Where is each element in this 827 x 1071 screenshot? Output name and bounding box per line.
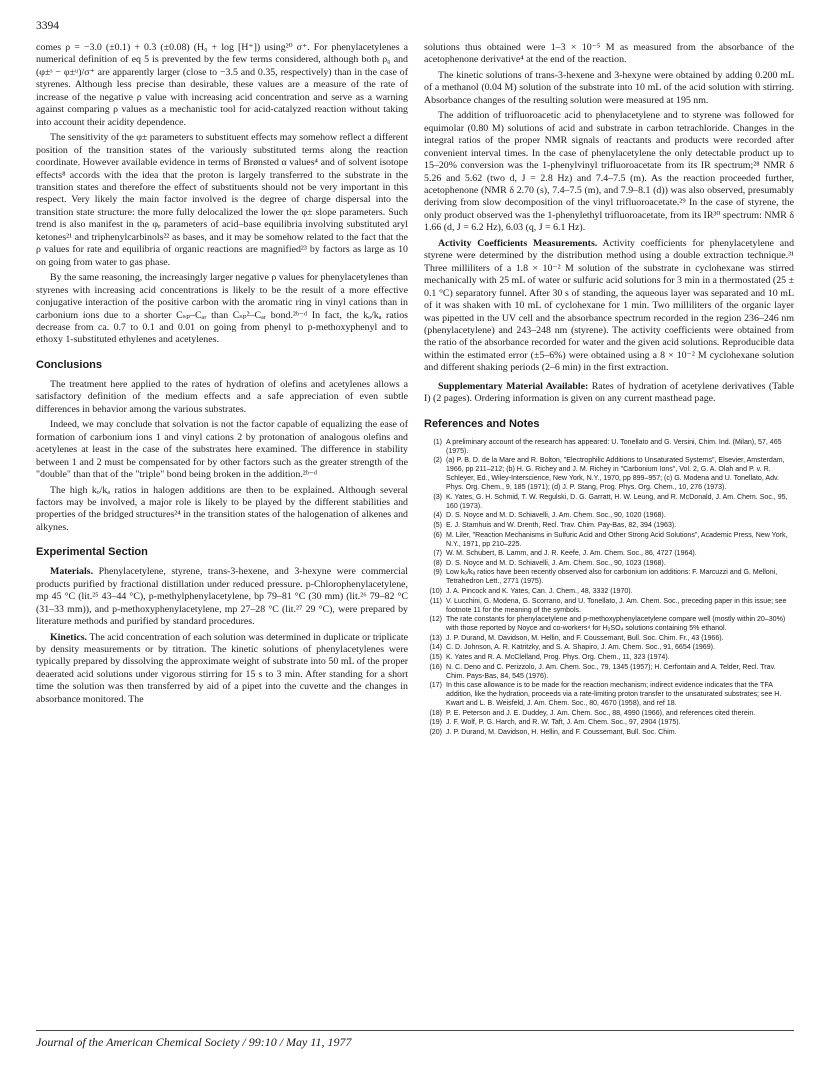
reference-number: (4) bbox=[433, 512, 442, 520]
reference-text: M. Liler, "Reaction Mechanisms in Sulfuric Acid and Other Strong Acid Solutions", Academic Press, New York, N.Y., 1971, pp 210–225. bbox=[446, 531, 788, 548]
materials-run-head: Materials. bbox=[50, 566, 94, 578]
reference-item bbox=[424, 521, 794, 530]
reference-text: V. Lucchini, G. Modena, G. Scorrano, and U. Tonellato, J. Am. Chem. Soc., preceding paper in this issue; see footnote 11 for the meaning of the symbols. bbox=[446, 597, 787, 614]
reference-number: (14) bbox=[429, 644, 442, 652]
reference-number: (16) bbox=[429, 663, 442, 671]
left-column bbox=[36, 42, 408, 709]
reference-number: (3) bbox=[433, 493, 442, 501]
discussion-paragraph: The sensitivity of the φ± parameters to substituent effects may somehow reflect a different position of the transition states of the variously substituted terms along the reaction coordinate. However available evidence in terms of Brønsted α values⁴ and of solvent isotope effects⁸ accords with the idea that the proton is largely transferred to the substrate in the transition states and therefore the effect of substituents should not be very important in this respect. Very likely the main factor involved is the degree of charge dispersal into the transition state structure: the more fully delocalized the lower the φ± slope parameters. Such trend is also manifest in the φₑ parameters of acid–base equilibria involving substituted aryl ketones²¹ and triphenylcarbinols²² as bases, and it may be somehow related to the fact that the ρ values for rate and equilibria of organic reactions are magnified²³ by factors as large as 10 on going from water to gas phase. bbox=[36, 132, 408, 268]
reference-number: (6) bbox=[433, 531, 442, 539]
supplementary-run-head: Supplementary Material Available: bbox=[438, 380, 589, 392]
reference-number: (20) bbox=[429, 728, 442, 736]
reference-item bbox=[424, 559, 794, 568]
activity-text: Activity coefficients for phenylacetylene and styrene were determined by the distribution method using a double extraction technique.³¹ Three milliliters of a 1.8 × 10⁻² M solution of the substrate in cyclohexane was stirred mechanically with 25 mL of water or sulfuric acid solutions for 3 min in a thermostated (25 ± 0.1 °C) separatory funnel. After 30 s of standing, the aqueous layer was separated and 10 mL of it was shaken with 10 mL of cyclohexane for 1 min. Two milliliters of the organic layer was pipetted in the UV cell and the absorbance spectrum recorded in the region 236–246 nm (phenylacetylene) and 243–248 nm (styrene). The activity coefficients were obtained from the ratio of the absorbance recorded for water and the given acid solutions. Reproducible data within the estimated error (±5–6%) were obtained using a 8 × 10⁻² M cyclohexane solution and different shaking periods (2–6 min) in the first extraction. bbox=[424, 237, 795, 374]
page-number: 3394 bbox=[36, 20, 59, 32]
reference-text: (a) P. B. D. de la Mare and R. Bolton, "Electrophilic Additions to Unsaturated Systems", Elsevier, Amsterdam, 1966, pp 211–212; (b) H. G. Richey and J. M. Richey in "Carbonium Ions", Vol. 2, G. A. Olah and P. v. R. Schleyer, Ed., Wiley-Interscience, New York, N.Y., 1970, pp 899–957; (c) G. Modena and U. Tonellato, Adv. Phys. Org. Chem., 9, 185 (1971); (d) J. P. Stang, Prog. Phys. Org. Chem., 10, 276 (1973). bbox=[446, 457, 785, 492]
reference-text: J. A. Pincock and K. Yates, Can. J. Chem., 48, 3332 (1970). bbox=[446, 588, 633, 596]
reference-item bbox=[424, 493, 794, 511]
reference-number: (11) bbox=[429, 597, 442, 605]
reference-item bbox=[424, 663, 794, 681]
supplementary-text: Rates of hydration of acetylene derivatives (Table I) (2 pages). Ordering information is given on any current masthead page. bbox=[424, 380, 794, 405]
reference-text: N. C. Deno and C. Perizzolo, J. Am. Chem. Soc., 79, 1345 (1957); H. Cerfontain and A. Telder, Recl. Trav. Chim. Pays-Bas, 84, 545 (1976). bbox=[446, 663, 776, 680]
conclusions-paragraph: Indeed, we may conclude that solvation is not the factor capable of equalizing the ease of formation of carbonium ions 1 and vinyl cations 2 by protonation of analogous olefins and acetylenes at least in the case of the substrates here examined. The difference in stability between 1 and 2 must be compensated for by other factors such as the greater strength of the "double" than that of the "triple" bond being broken in the addition.²ᵇ⁻ᵈ bbox=[36, 419, 408, 481]
reference-number: (10) bbox=[429, 588, 442, 596]
right-column bbox=[424, 42, 794, 738]
reference-number: (17) bbox=[429, 682, 442, 690]
reference-text: J. P. Durand, M. Davidson, H. Hellin, and F. Coussemant, Bull. Soc. Chim. bbox=[446, 728, 677, 736]
reference-text: W. M. Schubert, B. Lamm, and J. R. Keefe, J. Am. Chem. Soc., 86, 4727 (1964). bbox=[446, 550, 697, 558]
reference-item bbox=[424, 718, 794, 727]
reference-item bbox=[424, 511, 794, 520]
reference-item bbox=[424, 568, 794, 586]
reference-text: C. D. Johnson, A. R. Katritzky, and S. A. Shapiro, J. Am. Chem. Soc., 91, 6654 (1969). bbox=[446, 644, 715, 652]
experimental-paragraph: The addition of trifluoroacetic acid to phenylacetylene and to styrene was followed for equimolar (0.80 M) solutions of acid and substrate in carbon tetrachloride. Changes in the integral ratios of the proper NMR signals of reactants and products were recorded after convenient interval times. In the case of phenylacetylene the only detectable product up to 15–20% conversion was the 1-phenylvinyl trifluoroacetate from its IR spectrum;²⁸ NMR δ 5.26 and 5.62 (two d, J = 2.8 Hz) and 7.4–7.5 (m). As the reaction proceeded further, acetophenone (NMR δ 2.70 (s), 7.4–7.5 (m), and 7.9–8.1 (d)) was also observed, presumably deriving from slow decomposition of the vinyl trifluoroacetate.²⁹ In the case of styrene, the only product observed was the 1-phenylethyl trifluoroacetate, from its IR³⁰ spectrum: NMR δ 1.66 (d, J = 6.2 Hz), 6.03 (q, J = 6.1 Hz). bbox=[424, 110, 794, 234]
reference-number: (7) bbox=[433, 550, 442, 558]
reference-item bbox=[424, 531, 794, 549]
references-heading: References and Notes bbox=[424, 417, 540, 430]
reference-item bbox=[424, 456, 794, 492]
reference-number: (1) bbox=[433, 438, 442, 446]
supplementary-paragraph bbox=[424, 381, 794, 406]
reference-text: Low kₒ/kₐ ratios have been recently observed also for carbonium ion additions: F. Marcuzzi and G. Melloni, Tetrahedron Lett., 2771 (1975). bbox=[446, 569, 778, 586]
kinetics-paragraph bbox=[36, 632, 408, 707]
activity-run-head: Activity Coefficients Measurements. bbox=[438, 237, 598, 249]
conclusions-paragraph: The treatment here applied to the rates of hydration of olefins and acetylenes allows a satisfactory definition of the medium effects and a safe appreciation of even subtle differences in behavior among the various substrates. bbox=[36, 378, 408, 415]
reference-text: D. S. Noyce and M. D. Schiavelli, J. Am. Chem. Soc., 90, 1023 (1968). bbox=[446, 559, 666, 567]
reference-item bbox=[424, 653, 794, 662]
journal-footer: Journal of the American Chemical Society / 99:10 / May 11, 1977 bbox=[36, 1035, 352, 1049]
reference-number: (13) bbox=[429, 634, 442, 642]
reference-item bbox=[424, 634, 794, 643]
reference-number: (19) bbox=[429, 719, 442, 727]
experimental-paragraph: solutions thus obtained were 1–3 × 10⁻⁵ M as measured from the absorbance of the acetophenone derivative⁴ at the end of the reaction. bbox=[424, 42, 794, 66]
reference-text: J. P. Durand, M. Davidson, M. Hellin, and F. Coussemant, Bull. Soc. Chim. Fr., 43 (1966). bbox=[446, 634, 724, 642]
reference-item bbox=[424, 587, 794, 596]
reference-text: K. Yates and R. A. McClelland, Prog. Phys. Org. Chem., 11, 323 (1974). bbox=[446, 654, 670, 661]
reference-item bbox=[424, 615, 794, 633]
reference-number: (12) bbox=[429, 616, 442, 624]
materials-text: Phenylacetylene, styrene, trans-3-hexene, and 3-hexyne were commercial products purified by fractional distillation under reduced pressure. p-Chlorophenylacetylene, mp 45 °C (lit.²⁵ 43–44 °C), p-methylphenylacetylene, bp 79–81 °C (30 mm) (lit.²⁶ 79–82 °C (31–33 mm)), and p-methoxyphenylacetylene, mp 27–28 °C (lit.²⁷ 29 °C), were prepared by literature methods and purified by standard procedures. bbox=[36, 566, 408, 628]
discussion-paragraph: comes ρ = −3.0 (±0.1) + 0.3 (±0.08) (H₀ + log [H⁺]) using²⁰ σ⁺. For phenylacetylenes a numerical definition of eq 5 is prevented by the few terms considered, although both ρ₀ and (φ±ˢ − φ±ᵘ)/σ⁺ are apparently larger (close to −3.5 and 0.35, respectively) than in the case of styrenes. Although less precise than desirable, these values are a measure of the rate of increase of the negative ρ value with increasing acid concentration and serve as a warning against comparing ρ values as a mechanistic tool for acid-catalyzed reaction without taking into account their acidity dependence. bbox=[36, 42, 408, 128]
reference-number: (18) bbox=[429, 709, 442, 717]
reference-item bbox=[424, 549, 794, 558]
kinetics-text: The acid concentration of each solution was determined in duplicate or triplicate by density measurements or by titration. The kinetic solutions of phenylacetylenes were typically prepared by dissolving the approximate weight of substrate into 50 mL of the proper deaerated acid solutions under vigorous stirring for 15 s to 3 min. After standing for a short time the solution was then transferred by aid of a pipet into the cuvette and the changes in absorbance monitored. The bbox=[36, 631, 408, 705]
reference-item bbox=[424, 643, 794, 652]
reference-text: E. J. Stamhuis and W. Drenth, Recl. Trav. Chim. Pay-Bas, 82, 394 (1963). bbox=[446, 522, 677, 530]
reference-number: (8) bbox=[433, 559, 442, 567]
reference-item bbox=[424, 728, 794, 737]
reference-text: D. S. Noyce and M. D. Schiavelli, J. Am. Chem. Soc., 90, 1020 (1968). bbox=[446, 512, 666, 520]
footer-rule bbox=[36, 1030, 794, 1031]
reference-text: The rate constants for phenylacetylene and p-methoxyphenylacetylene compare well (mostly within 20–30%) with those reported by Noyce and co-workers⁴ for H₂SO₄ solutions containing 5% ethanol. bbox=[446, 616, 786, 633]
reference-number: (15) bbox=[429, 654, 442, 661]
kinetics-run-head: Kinetics. bbox=[50, 631, 88, 643]
reference-text: J. F. Wolf, P. G. Harch, and R. W. Taft, J. Am. Chem. Soc., 97, 2904 (1975). bbox=[446, 719, 681, 727]
reference-item bbox=[424, 597, 794, 615]
reference-text: In this case allowance is to be made for the reaction mechanism; indirect evidence indicates that the TFA addition, like the hydration, proceeds via a rate-limiting proton transfer to the unsaturated substrates; see H. Kwart and L. B. Weisfeld, J. Am. Chem. Soc., 80, 4670 (1958), and ref 18. bbox=[446, 682, 782, 708]
reference-number: (5) bbox=[433, 522, 442, 530]
activity-paragraph bbox=[424, 238, 794, 375]
reference-item bbox=[424, 681, 794, 708]
experimental-heading: Experimental Section bbox=[36, 546, 148, 559]
discussion-paragraph: By the same reasoning, the increasingly larger negative ρ values for phenylacetylenes than styrenes with increasing acid concentrations is likely to be the result of a more effective conjugative interaction of the positive carbon with the aromatic ring in vinyl cations than in carbonium ions due to a shorter Cₛₚ–Cₐᵣ than Cₛₚ²–Cₐᵣ bond.²ᵇ⁻ᵈ In fact, the kₒ/kₐ ratios decrease from ca. 0.7 to 0.1 and 0.01 on going from phenyl to p-methoxyphenyl and to ethoxy 1-substituted ethylenes and acetylenes. bbox=[36, 272, 408, 346]
reference-list bbox=[424, 438, 794, 737]
conclusions-paragraph: The high kₒ/kₐ ratios in halogen additions are then to be explained. Although several factors may be involved, a major role is likely to be played by the different stabilities and properties of the bridged structures²⁴ in the transition states of the halogenation of alkenes and alkynes. bbox=[36, 484, 408, 533]
reference-text: A preliminary account of the research has appeared: U. Tonellato and G. Versini, Chim. Ind. (Milan), 57, 465 (1975). bbox=[446, 438, 782, 455]
conclusions-heading: Conclusions bbox=[36, 358, 103, 371]
reference-item bbox=[424, 438, 794, 456]
experimental-paragraph: The kinetic solutions of trans-3-hexene and 3-hexyne were obtained by adding 0.200 mL of a methanol (0.04 M) solution of the substrate into 10 mL of the acid solution with stirring. Absorbance changes of the resulting solution were measured at 195 nm. bbox=[424, 69, 794, 106]
reference-number: (9) bbox=[433, 569, 442, 577]
reference-item bbox=[424, 709, 794, 718]
materials-paragraph bbox=[36, 566, 408, 628]
reference-number: (2) bbox=[433, 457, 442, 465]
reference-text: K. Yates, G. H. Schmid, T. W. Regulski, D. G. Garratt, H. W. Leung, and R. McDonald, J. Am. Chem. Soc., 95, 160 (1973). bbox=[446, 493, 788, 510]
reference-text: P. E. Peterson and J. E. Duddey, J. Am. Chem. Soc., 88, 4990 (1966), and references cited therein. bbox=[446, 709, 756, 717]
